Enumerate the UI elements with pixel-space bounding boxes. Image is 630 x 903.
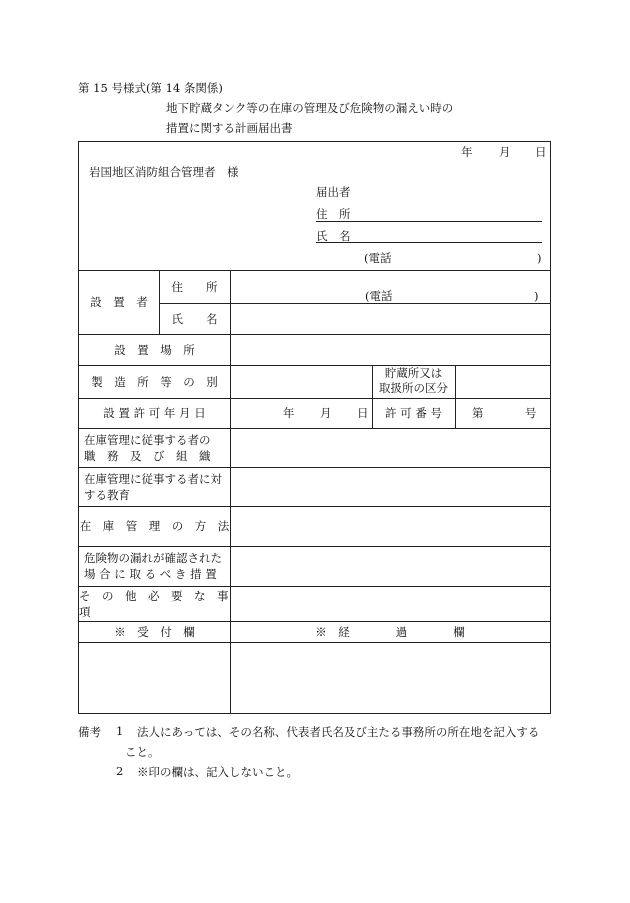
installer-name-field[interactable] <box>231 304 549 333</box>
applicant-phone-close: ) <box>537 251 542 265</box>
other-matters-field[interactable] <box>231 587 549 620</box>
permit-date-year: 年 <box>283 406 295 420</box>
leak-measures-label-line2: 場 合 に 取 る べ き 措 置 <box>84 567 217 581</box>
inventory-method-label: 在 庫 管 理 の 方 法 <box>79 519 230 533</box>
applicant-address-line[interactable] <box>316 221 542 222</box>
progress-field <box>231 643 549 713</box>
applicant-name-label: 氏 名 <box>316 229 351 243</box>
other-matters-label: そ の 他 必 要 な 事 項 <box>79 588 240 619</box>
applicant-label: 届出者 <box>316 185 351 199</box>
note1-number: 1 <box>116 724 124 738</box>
permit-date-label: 設 置 許 可 年 月 日 <box>103 406 206 420</box>
facility-type-label: 製 造 所 等 の 別 <box>91 374 218 389</box>
recipient: 岩国地区消防組合管理者 様 <box>89 165 239 179</box>
notes-label: 備考 <box>78 725 101 739</box>
leak-measures-label-line1: 危険物の漏れが確認された <box>84 551 222 565</box>
installer-label: 設 置 者 <box>90 295 148 309</box>
permit-number-prefix: 第 <box>472 406 484 420</box>
installer-address-label: 住 所 <box>171 279 218 294</box>
education-label-line2: する教育 <box>84 488 130 502</box>
staff-org-label-line2: 職 務 及 び 組 織 <box>84 449 211 463</box>
storage-class-field[interactable] <box>456 366 549 397</box>
staff-org-field[interactable] <box>231 429 549 466</box>
installer-phone-close: ) <box>534 289 539 303</box>
storage-class-label <box>372 366 455 398</box>
applicant-name-line[interactable] <box>316 242 542 243</box>
note1-continuation: こと。 <box>125 745 160 759</box>
leak-measures-field[interactable] <box>231 547 549 585</box>
education-field[interactable] <box>231 468 549 505</box>
education-label-line1: 在庫管理に従事する者に対 <box>84 472 222 486</box>
notification-form <box>78 141 551 714</box>
permit-number-label: 許 可 番 号 <box>385 406 442 420</box>
applicant-address-label: 住 所 <box>316 207 351 221</box>
date-day: 日 <box>535 145 547 159</box>
storage-class-label-line1: 貯蔵所又は <box>384 366 443 380</box>
facility-type-field[interactable] <box>231 366 371 397</box>
permit-number-suffix: 号 <box>525 406 537 420</box>
installer-phone-open: (電話 <box>365 289 393 303</box>
reception-header: ※ 受 付 欄 <box>114 624 195 639</box>
install-location-field[interactable] <box>231 335 549 364</box>
permit-date-month: 月 <box>320 406 332 420</box>
form-title-line2: 措置に関する計画届出書 <box>166 121 293 135</box>
note2-text: ※印の欄は、記入しないこと。 <box>137 765 298 779</box>
form-title-line1: 地下貯蔵タンク等の在庫の管理及び危険物の漏えい時の <box>166 101 454 115</box>
date-year: 年 <box>461 145 473 159</box>
form-number: 第 15 号様式(第 14 条関係) <box>78 81 223 95</box>
date-month: 月 <box>499 145 511 159</box>
note2-number: 2 <box>116 764 124 778</box>
progress-header: ※ 経 過 欄 <box>315 624 465 639</box>
reception-field <box>80 643 229 713</box>
staff-org-label-line1: 在庫管理に従事する者の <box>84 433 211 447</box>
education-label <box>84 471 229 503</box>
staff-org-label <box>84 432 229 464</box>
inventory-method-field[interactable] <box>231 507 549 545</box>
storage-class-label-line2: 取扱所の区分 <box>379 381 448 395</box>
permit-date-day: 日 <box>357 406 369 420</box>
installer-name-label: 氏 名 <box>171 311 218 326</box>
install-location-label: 設 置 場 所 <box>114 342 195 357</box>
applicant-phone-open: (電話 <box>364 251 392 265</box>
note1-text: 法人にあっては、その名称、代表者氏名及び主たる事務所の所在地を記入する <box>137 725 540 739</box>
leak-measures-label <box>84 550 229 582</box>
